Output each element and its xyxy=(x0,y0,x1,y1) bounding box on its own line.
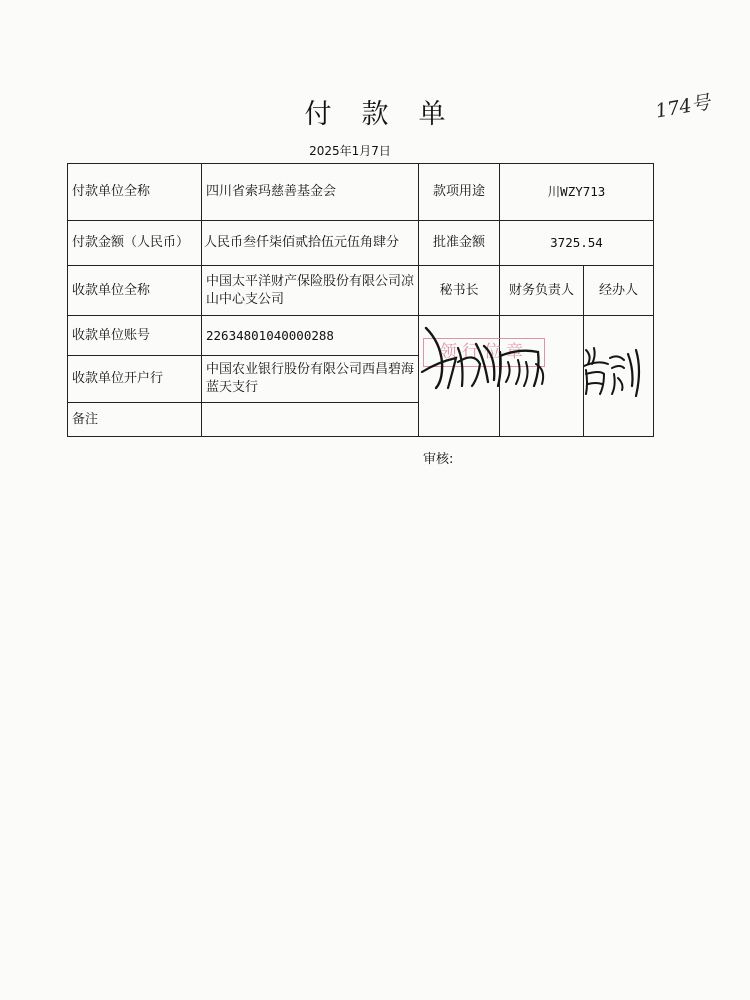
approved-label: 批准金额 xyxy=(419,221,500,266)
remark-value xyxy=(202,403,419,437)
remark-label: 备注 xyxy=(68,403,202,437)
payment-form-table xyxy=(67,163,654,437)
bank-label: 收款单位开户行 xyxy=(68,356,202,403)
handwritten-number: 174号 xyxy=(653,91,713,123)
handler-signature xyxy=(578,344,644,400)
secretary-label: 秘书长 xyxy=(419,266,500,316)
seal-stamp: 领行位章 xyxy=(423,338,545,367)
approved-value: 3725.54 xyxy=(500,221,654,266)
table-row xyxy=(68,266,654,316)
table-row xyxy=(68,221,654,266)
table-row xyxy=(68,164,654,221)
amount-words: 人民币叁仟柒佰贰拾伍元伍角肆分 xyxy=(202,221,419,266)
table-row xyxy=(68,316,654,356)
account-value: 22634801040000288 xyxy=(202,316,419,356)
voucher-date: 2025年1月7日 xyxy=(309,144,391,158)
page-title: 付款单 xyxy=(304,99,476,130)
account-label: 收款单位账号 xyxy=(68,316,202,356)
amount-label: 付款金额（人民币） xyxy=(68,221,202,266)
purpose-value: 川WZY713 xyxy=(500,164,654,221)
bank-value: 中国农业银行股份有限公司西昌碧海蓝天支行 xyxy=(202,356,419,403)
payer-value: 四川省索玛慈善基金会 xyxy=(202,164,419,221)
finance-label: 财务负责人 xyxy=(500,266,584,316)
finance-signature xyxy=(492,340,552,394)
payer-label: 付款单位全称 xyxy=(68,164,202,221)
payee-value: 中国太平洋财产保险股份有限公司凉山中心支公司 xyxy=(202,266,419,316)
review-label: 审核: xyxy=(423,452,454,467)
secretary-signature xyxy=(418,322,500,394)
payee-label: 收款单位全称 xyxy=(68,266,202,316)
handler-label: 经办人 xyxy=(584,266,654,316)
purpose-label: 款项用途 xyxy=(419,164,500,221)
